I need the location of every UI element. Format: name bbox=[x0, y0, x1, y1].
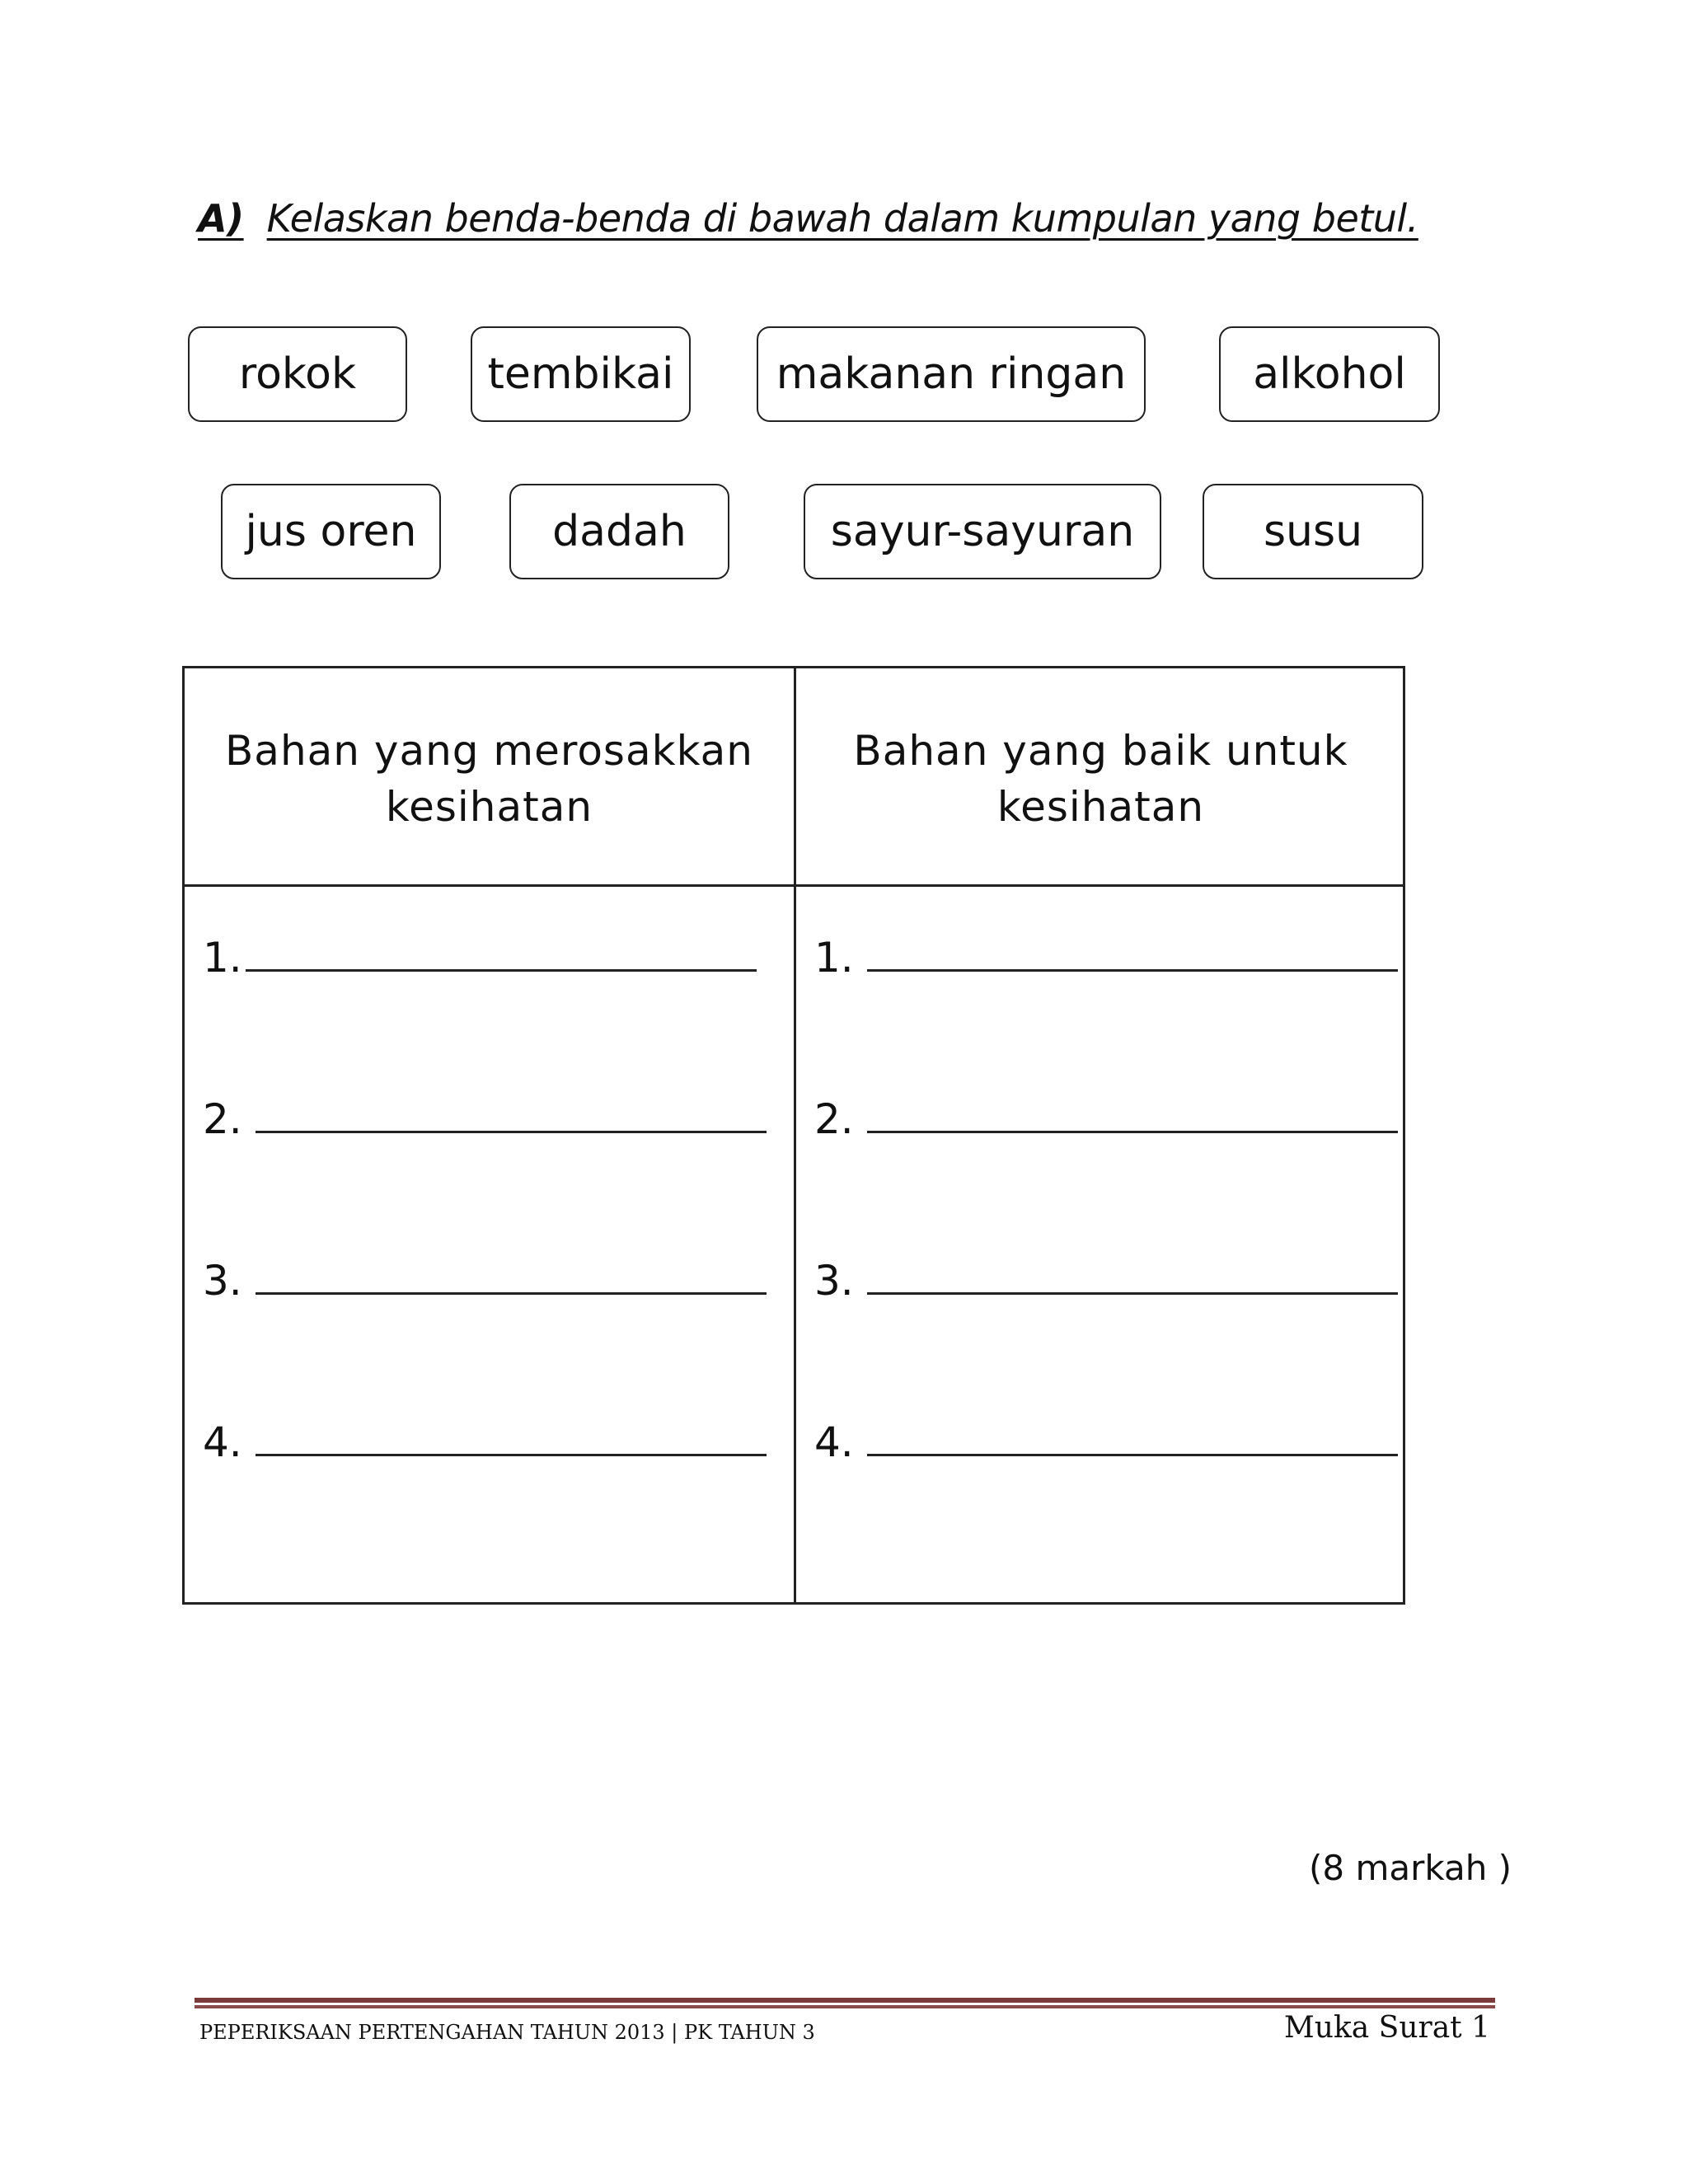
item-chip: sayur-sayuran bbox=[804, 484, 1161, 579]
instruction bbox=[198, 196, 1418, 241]
answer-number: 1. bbox=[203, 934, 242, 982]
answer-number: 4. bbox=[814, 1418, 854, 1466]
item-chip: rokok bbox=[188, 326, 407, 422]
header-harmful: Bahan yang merosakkan kesihatan bbox=[225, 727, 753, 831]
answer-line-right-3[interactable] bbox=[814, 1247, 1398, 1305]
item-chip: alkohol bbox=[1219, 326, 1440, 422]
answer-blank[interactable] bbox=[256, 1130, 767, 1133]
answer-blank[interactable] bbox=[246, 968, 757, 972]
answer-number: 4. bbox=[203, 1418, 242, 1466]
answer-line-left-4[interactable] bbox=[203, 1408, 767, 1466]
answer-blank[interactable] bbox=[867, 968, 1398, 972]
answer-number: 2. bbox=[203, 1095, 242, 1143]
question-label: A) bbox=[198, 196, 244, 241]
answer-blank[interactable] bbox=[867, 1130, 1398, 1133]
answer-line-left-3[interactable] bbox=[203, 1247, 767, 1305]
item-chip: makanan ringan bbox=[757, 326, 1146, 422]
answer-line-left-1[interactable] bbox=[203, 924, 757, 982]
answer-line-right-2[interactable] bbox=[814, 1085, 1398, 1143]
instruction-text: Kelaskan benda-benda di bawah dalam kumpulan yang betul. bbox=[266, 196, 1418, 241]
answer-number: 3. bbox=[814, 1257, 854, 1305]
answer-number: 2. bbox=[814, 1095, 854, 1143]
item-chip: jus oren bbox=[221, 484, 441, 579]
footer-rule bbox=[195, 1998, 1495, 2003]
classification-table bbox=[182, 666, 1405, 1605]
footer-rule-secondary bbox=[195, 2005, 1495, 2008]
answer-blank[interactable] bbox=[256, 1291, 767, 1295]
page-number: Muka Surat 1 bbox=[1283, 2011, 1490, 2045]
answer-number: 3. bbox=[203, 1257, 242, 1305]
header-healthy: Bahan yang baik untuk kesihatan bbox=[853, 727, 1348, 831]
answer-blank[interactable] bbox=[256, 1453, 767, 1456]
answer-line-right-1[interactable] bbox=[814, 924, 1398, 982]
item-chip: susu bbox=[1203, 484, 1423, 579]
footer-exam-title: PEPERIKSAAN PERTENGAHAN TAHUN 2013 | PK TAHUN 3 bbox=[199, 2021, 815, 2044]
answer-line-left-2[interactable] bbox=[203, 1085, 767, 1143]
answer-blank[interactable] bbox=[867, 1453, 1398, 1456]
header-divider bbox=[185, 884, 1403, 887]
answer-number: 1. bbox=[814, 934, 854, 982]
item-chip: tembikai bbox=[471, 326, 691, 422]
item-chip: dadah bbox=[509, 484, 729, 579]
answer-blank[interactable] bbox=[867, 1291, 1398, 1295]
marks-label: (8 markah ) bbox=[1309, 1848, 1512, 1888]
answer-line-right-4[interactable] bbox=[814, 1408, 1398, 1466]
